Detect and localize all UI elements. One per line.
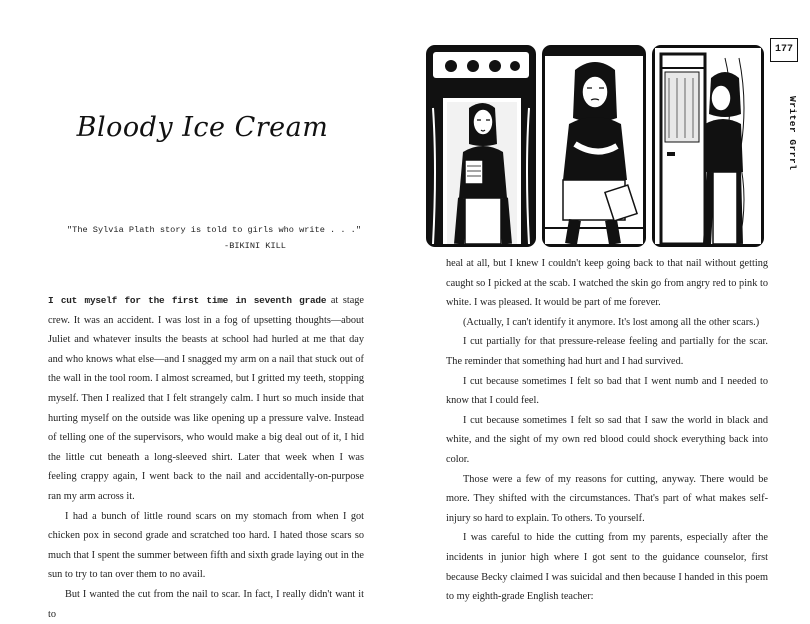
left-page xyxy=(0,0,405,620)
lead-in: I cut myself for the first time in seventh grade xyxy=(48,295,327,306)
comic-panel-doorway xyxy=(652,45,764,247)
paragraph: I cut because sometimes I felt so sad that I saw the world in black and white, and the sight of my own red blood could shock everything back into color. xyxy=(446,414,768,465)
illustration-girl-arm xyxy=(545,48,643,244)
page-number: 177 xyxy=(770,38,798,62)
chapter-title: Bloody Ice Cream xyxy=(76,112,329,143)
paragraph: heal at all, but I knew I couldn't keep going back to that nail without getting caught so I picked at the scab. I watched the skin go from angry red to pink to white. I was pleased. It would be part of me forever. xyxy=(446,258,768,309)
paragraph: I had a bunch of little round scars on my stomach from when I got chicken pox in second grade and scratched too hard. I hated those scars so much that I spent the summer between fifth and sixth grade laying out in the sun to try to tan over them to no avail. xyxy=(48,510,364,581)
comic-panel-clipboard xyxy=(426,45,536,247)
paragraph: I cut because sometimes I felt so bad that I went numb and I needed to know that I could feel. xyxy=(446,375,768,407)
epigraph-attribution: -BIKINI KILL xyxy=(224,241,286,251)
left-body-text xyxy=(48,291,364,624)
illustration-girl-doorway xyxy=(655,48,761,244)
paragraph: (Actually, I can't identify it anymore. It's lost among all the other scars.) xyxy=(463,316,760,328)
paragraph xyxy=(48,291,364,507)
illustration-girl-clipboard xyxy=(429,48,533,244)
epigraph xyxy=(54,222,374,254)
paragraph: But I wanted the cut from the nail to scar. In fact, I really didn't want it to xyxy=(48,588,364,620)
epigraph-quote: "The Sylvia Plath story is told to girls who write . . ." xyxy=(67,225,361,235)
paragraph: Those were a few of my reasons for cutting, anyway. There would be more. They shifted with the circumstances. That's part of what makes self-injury so hard to explain. To others. To yourself. xyxy=(446,473,768,524)
paragraph: I cut partially for that pressure-release feeling and partially for the scar. The reminder that something had hurt and I had survived. xyxy=(446,336,768,367)
right-body-text xyxy=(446,254,768,607)
running-head: Writer Grrrl xyxy=(787,96,798,171)
paragraph: I was careful to hide the cutting from my parents, especially after the incidents in junior high where I got sent to the guidance counselor, first because Becky claimed I was suicidal and then because I handed in this poem to my eighth-grade English teacher: xyxy=(446,532,768,603)
paragraph-text: at stage crew. It was an accident. I was lost in a fog of upsetting thoughts—about Juliet and whatever insults the beasts at school had hurled at me that day and who knows what else—and I snagged my arm on a nail that stuck out of the wall in the tool room. I almost screamed, but I gritted my teeth, stopping myself. Then I realized that I felt strangely calm. I hurt so much inside that hurting myself on the outside was like opening up a pressure valve. Instead of telling one of the supervisors, who would make a big deal out of it, I hid the little cut beneath a long-sleeved shirt. Later that week when I was feeling crappy again, I went back to the nail and accidentally-on-purpose ran my arm across it. xyxy=(48,295,364,502)
comic-panel-clutching-arm xyxy=(542,45,646,247)
